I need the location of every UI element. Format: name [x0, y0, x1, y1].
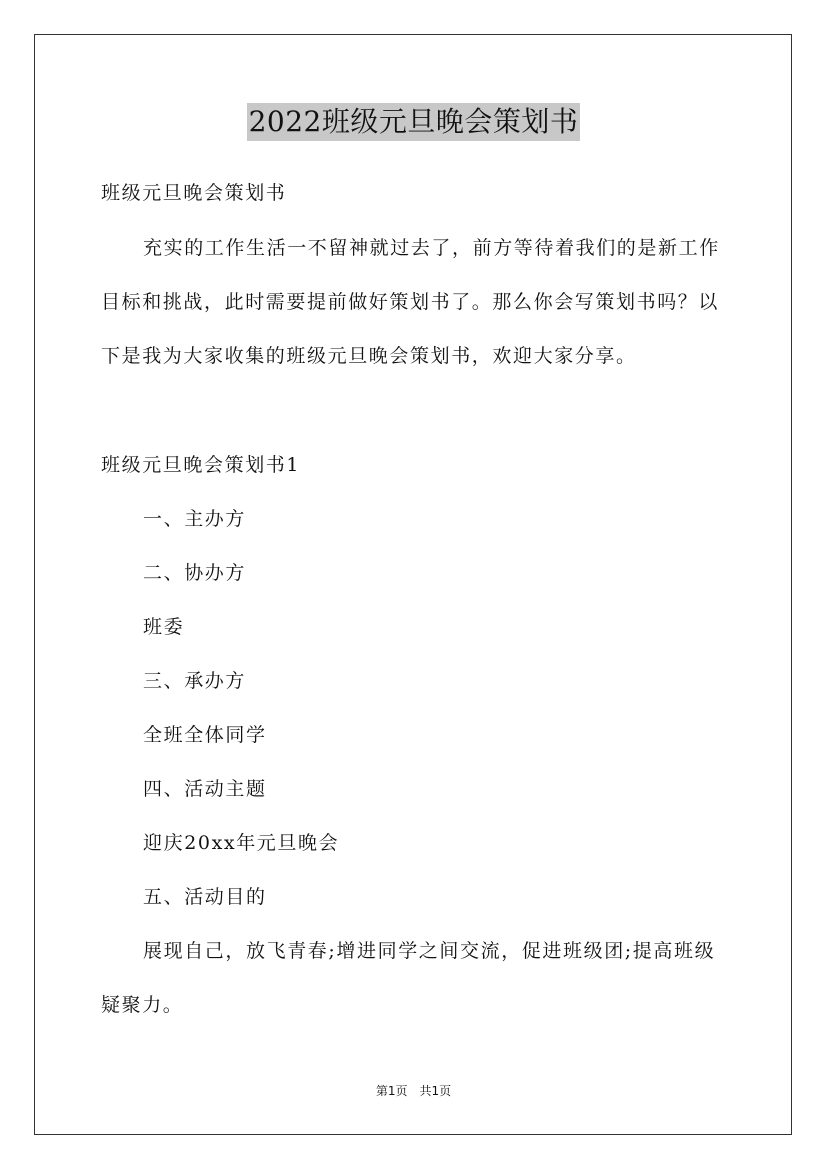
intro-line-3: 下是我为大家收集的班级元旦晚会策划书，欢迎大家分享。	[101, 345, 637, 367]
page-total: 共1页	[419, 1084, 452, 1098]
item-theme-value: 迎庆20xx年元旦晚会	[143, 832, 340, 854]
item-organizer-value: 全班全体同学	[143, 724, 267, 746]
document-title: 2022班级元旦晚会策划书	[247, 103, 581, 141]
item-co-host-value: 班委	[143, 616, 185, 638]
item-purpose: 五、活动目的	[143, 886, 267, 908]
page-number: 第1页	[375, 1084, 408, 1098]
purpose-line-1: 展现自己，放飞青春;增进同学之间交流，促进班级团;提高班级	[143, 940, 716, 962]
item-theme: 四、活动主题	[143, 778, 267, 800]
title-container	[0, 103, 827, 141]
item-host: 一、主办方	[143, 508, 247, 530]
subtitle-line: 班级元旦晚会策划书	[101, 182, 287, 204]
purpose-line-2: 疑聚力。	[101, 994, 184, 1016]
page-footer	[0, 1083, 827, 1099]
section-heading: 班级元旦晚会策划书1	[101, 454, 301, 476]
intro-line-1: 充实的工作生活一不留神就过去了，前方等待着我们的是新工作	[143, 237, 720, 259]
item-organizer: 三、承办方	[143, 670, 247, 692]
item-co-host: 二、协办方	[143, 562, 247, 584]
intro-line-2: 目标和挑战，此时需要提前做好策划书了。那么你会写策划书吗？以	[101, 291, 720, 313]
